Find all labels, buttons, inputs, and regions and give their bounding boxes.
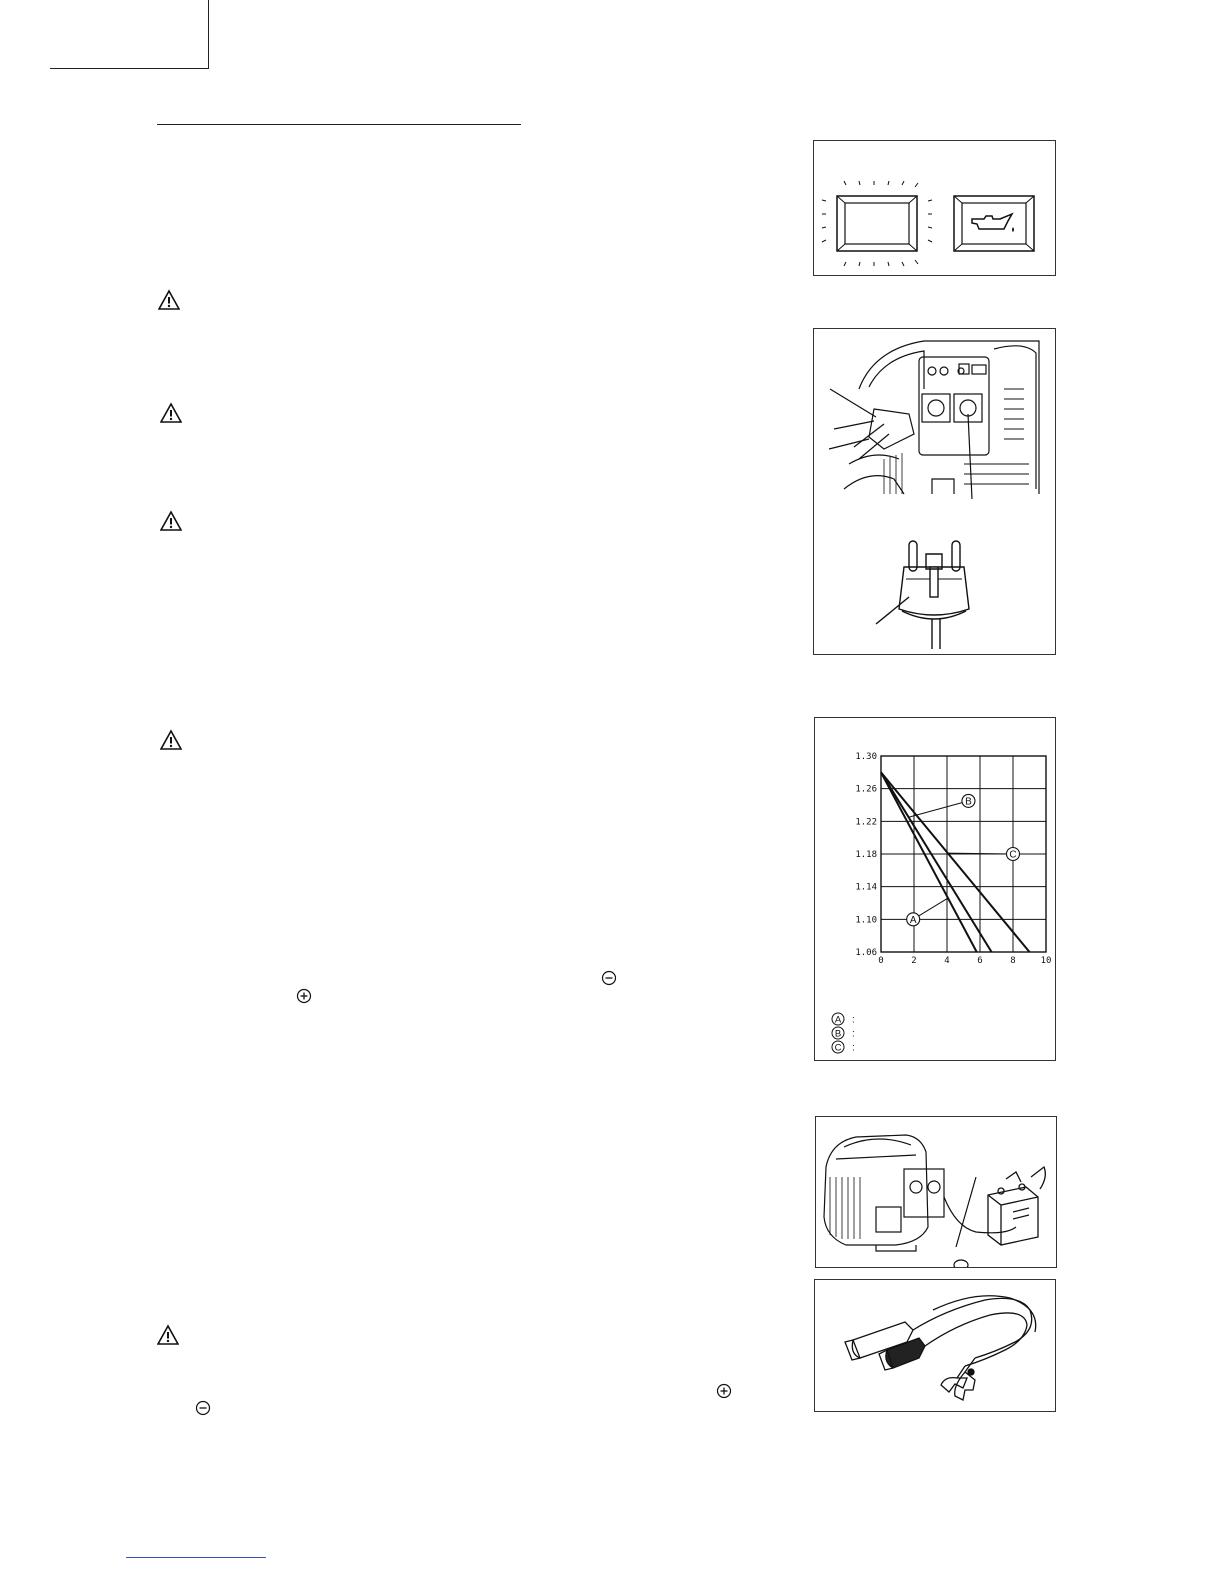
callout-label-c: C — [1009, 849, 1017, 861]
figure-plug-connection — [813, 328, 1056, 655]
euro-plug-icon — [876, 541, 969, 649]
y-tick-label: 1.10 — [855, 915, 877, 926]
warning-triangle-icon — [157, 1324, 179, 1346]
minus-symbol-icon — [601, 970, 617, 986]
footer-rule — [126, 1557, 266, 1558]
x-tick-label: 10 — [1040, 956, 1052, 966]
legend-separator: : — [852, 1014, 855, 1026]
charging-cord-icon — [845, 1296, 1036, 1400]
minus-symbol-icon — [195, 1400, 211, 1416]
legend-separator: : — [852, 1028, 855, 1040]
y-tick-label: 1.22 — [855, 817, 877, 828]
page-corner-tab — [50, 0, 209, 69]
specific-gravity-line-chart — [815, 718, 1055, 1060]
figure-battery-charging — [815, 1116, 1057, 1268]
y-tick-label: 1.26 — [855, 784, 877, 795]
legend-label: C — [834, 1042, 842, 1054]
x-tick-label: 6 — [977, 956, 983, 966]
callout-leader — [909, 801, 969, 817]
x-tick-label: 2 — [911, 956, 917, 966]
y-tick-label: 1.30 — [855, 752, 877, 762]
figure-charging-cord — [814, 1279, 1056, 1412]
y-tick-label: 1.18 — [855, 850, 877, 860]
warning-triangle-icon — [160, 729, 182, 751]
plus-symbol-icon — [716, 1383, 732, 1399]
battery-icon — [988, 1167, 1045, 1245]
warning-triangle-icon — [160, 402, 182, 424]
section-heading-underline — [157, 124, 521, 125]
warning-triangle-icon — [158, 289, 180, 311]
oil-can-icon — [954, 196, 1034, 251]
legend-separator: : — [852, 1042, 855, 1054]
callout-label-b: B — [965, 796, 972, 808]
plus-symbol-icon — [296, 988, 312, 1004]
x-tick-label: 0 — [878, 956, 884, 966]
y-tick-label: 1.14 — [855, 882, 877, 893]
callout-label-a: A — [909, 914, 917, 926]
figure-warning-lamps — [813, 140, 1056, 276]
generator-icon — [824, 1135, 1016, 1267]
legend-label: B — [834, 1028, 842, 1040]
generator-socket-icon — [829, 341, 1039, 499]
x-tick-label: 8 — [1010, 956, 1016, 966]
series-line-c — [881, 772, 1030, 952]
warning-lamp-icon — [822, 181, 932, 266]
figure-specific-gravity-chart — [814, 717, 1056, 1061]
warning-triangle-icon — [160, 510, 182, 532]
legend-label: A — [834, 1014, 842, 1026]
x-tick-label: 4 — [944, 956, 950, 966]
y-tick-label: 1.06 — [855, 948, 877, 958]
